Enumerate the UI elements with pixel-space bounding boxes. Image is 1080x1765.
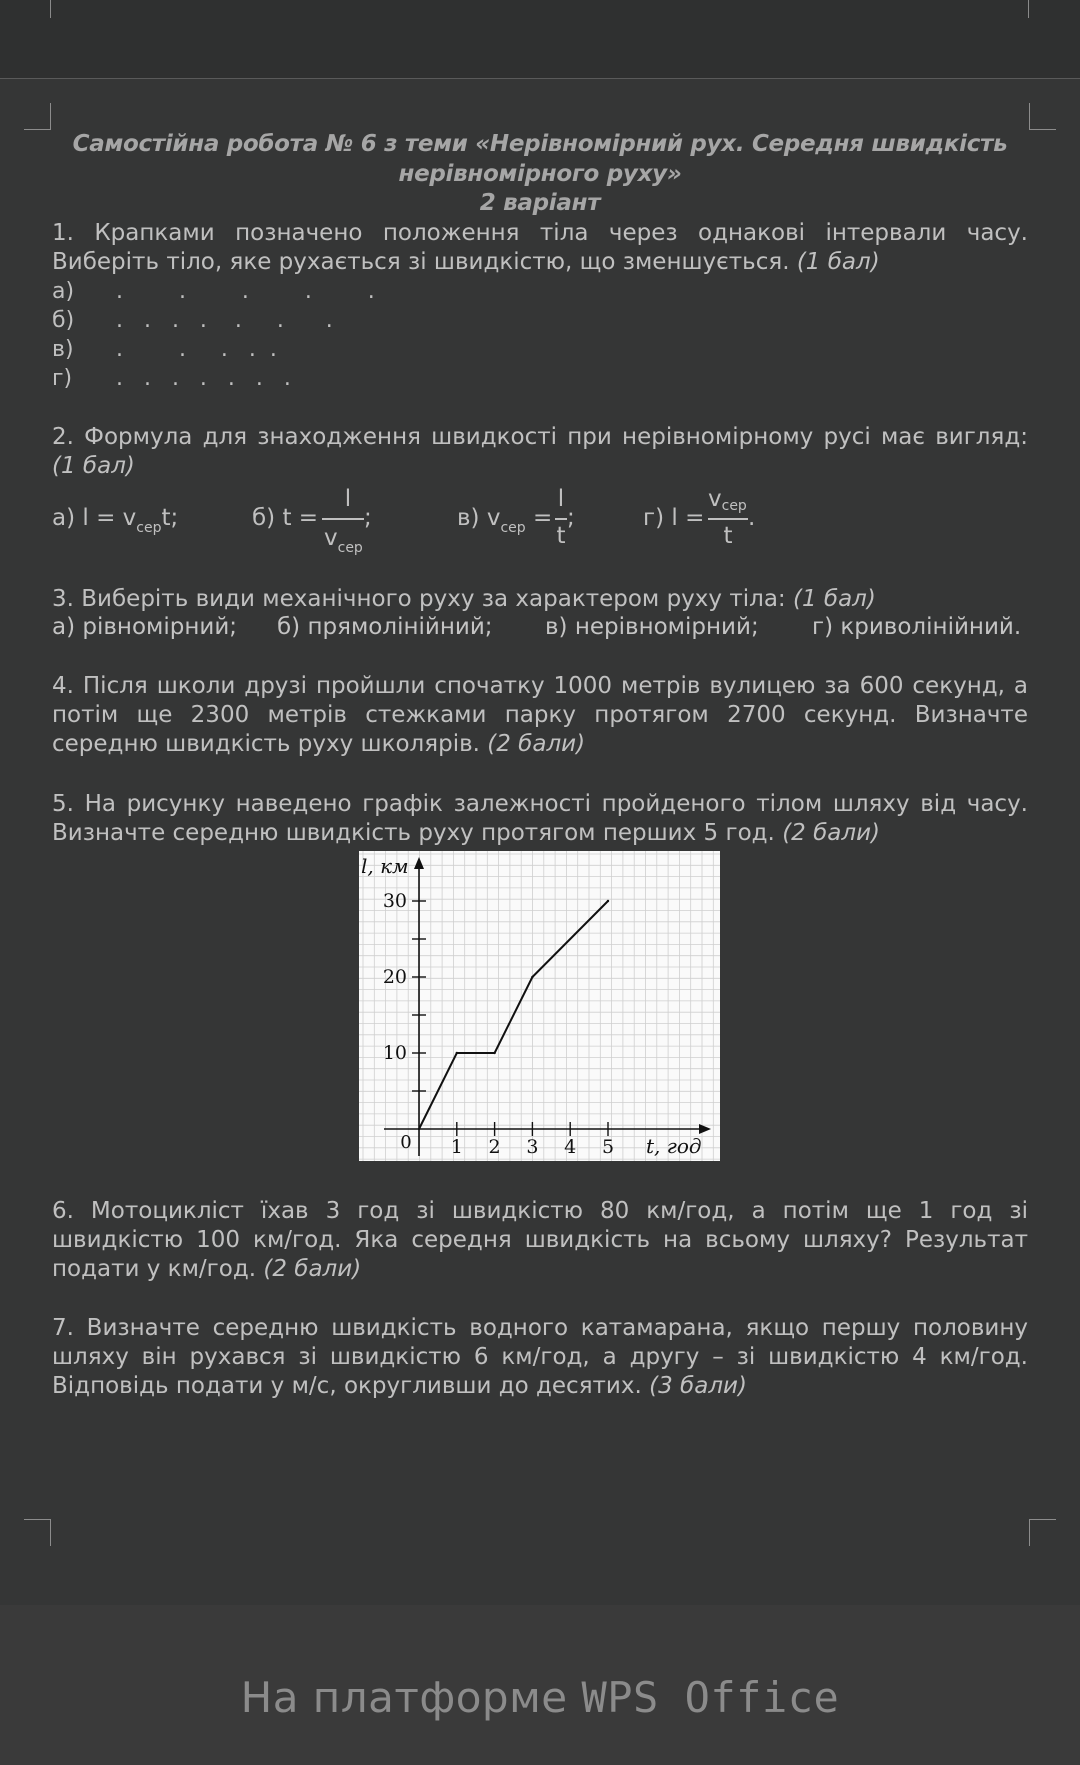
distance-time-graph — [359, 851, 720, 1161]
chart-axes — [384, 857, 711, 1156]
q1-option-d: г) . . . . . . . — [52, 366, 291, 391]
page-title-line1: Самостійна робота № 6 з теми «Нерівномірний рух. Середня швидкість — [72, 131, 1008, 157]
question-7-points: (3 бали) — [649, 1373, 747, 1399]
question-3-text: 3. Виберіть види механічного руху за характером руху тіла: — [52, 586, 786, 612]
dot-row: . . . . . . . — [116, 366, 291, 391]
chart-marks — [418, 900, 609, 1130]
y-axis-label: l, км — [361, 854, 409, 878]
y-tick-label: 10 — [382, 1042, 407, 1064]
q2-option-a: а) $l = v_{сер}t$; — [52, 505, 179, 536]
dot-row: . . . . . . . — [116, 308, 333, 333]
q1-option-b: б) . . . . . . . — [52, 308, 333, 333]
question-7 — [52, 1314, 1028, 1401]
question-4 — [52, 672, 1028, 759]
question-1-text: 1. Крапками позначено положення тіла через однакові інтервали часу. Виберіть тіло, яке рухається зі швидкістю, що зменшується. — [52, 220, 1028, 275]
page-corner-mark — [24, 103, 51, 130]
question-7-text: 7. Визначте середню швидкість водного катамарана, якщо першу половину шляху він рухався зі швидкістю 6 км/год, а другу – зі швидкістю 4 км/год. Відповідь подати у м/с, округливши до десятих. — [52, 1315, 1028, 1399]
data-point — [418, 1128, 420, 1130]
question-6-points: (2 бали) — [263, 1256, 362, 1282]
q1-option-a: а) . . . . . — [52, 279, 375, 304]
chart-grid — [359, 851, 720, 1161]
question-2-points: (1 бал) — [52, 453, 135, 479]
top-toolbar-area — [0, 0, 1080, 79]
footer-banner — [0, 1605, 1080, 1765]
fraction-line — [322, 518, 364, 520]
ruler-tick — [1028, 0, 1029, 18]
fraction-line — [555, 518, 567, 520]
fraction-line — [708, 518, 748, 520]
question-5-text: 5. На рисунку наведено графік залежності пройденого тілом шляху від часу. Визначте середню швидкість руху протягом перших 5 год. — [52, 791, 1028, 846]
data-point — [607, 900, 609, 902]
page-corner-mark — [24, 1519, 51, 1546]
page-corner-mark — [1029, 1519, 1056, 1546]
dot-row: . . . . . — [116, 337, 277, 362]
question-5 — [52, 790, 1028, 848]
question-2 — [52, 423, 1028, 481]
question-1-points: (1 бал) — [796, 249, 880, 275]
page-title-line2: нерівномірного руху» — [398, 161, 682, 187]
variant-title: 2 варіант — [479, 190, 601, 216]
y-axis-arrow — [414, 857, 424, 869]
question-3 — [52, 585, 1028, 614]
data-point — [456, 1052, 458, 1054]
question-6 — [52, 1197, 1028, 1284]
chart-svg — [359, 851, 720, 1161]
data-point — [493, 1052, 495, 1054]
x-tick-label: 1 — [450, 1136, 463, 1158]
origin-label: 0 — [400, 1132, 412, 1153]
q1-option-c: в) . . . . . — [52, 337, 277, 362]
x-tick-label: 2 — [488, 1136, 501, 1158]
x-tick-label: 3 — [526, 1136, 539, 1158]
question-4-points: (2 бали) — [487, 731, 586, 757]
question-3-points: (1 бал) — [792, 586, 876, 612]
x-tick-label: 5 — [601, 1136, 615, 1158]
y-tick-label: 30 — [382, 890, 407, 912]
q3-options: а) рівномірний; б) прямолінійний; в) нерівномірний; г) криволінійний. — [52, 614, 1022, 640]
question-1 — [52, 219, 1028, 277]
wps-office-logo-text: WPS Office — [581, 1673, 840, 1722]
question-4-text: 4. Після школи друзі пройшли спочатку 1000 метрів вулицею за 600 секунд, а потім ще 2300 метрів стежками парку протягом 2700 секунд. Визначте середню швидкість руху школярів. — [52, 673, 1028, 757]
dot-row: . . . . . — [116, 279, 375, 304]
question-5-points: (2 бали) — [782, 820, 881, 846]
x-axis-label: t, год — [646, 1134, 702, 1158]
page-corner-mark — [1029, 103, 1056, 130]
data-point — [531, 976, 533, 978]
platform-brand: На платформе WPS Office — [240, 1673, 840, 1722]
ruler-tick — [50, 0, 51, 18]
x-tick-label: 4 — [564, 1136, 577, 1158]
question-2-text: 2. Формула для знаходження швидкості при нерівномірному русі має вигляд: — [52, 424, 1028, 450]
y-tick-label: 20 — [382, 966, 407, 988]
series-line — [419, 901, 608, 1129]
question-6-text: 6. Мотоцикліст їхав 3 год зі швидкістю 80 км/год, а потім ще 1 год зі швидкістю 100 км/год. Яка середня швидкість на всьому шляху? Результат подати у км/год. — [52, 1198, 1028, 1282]
